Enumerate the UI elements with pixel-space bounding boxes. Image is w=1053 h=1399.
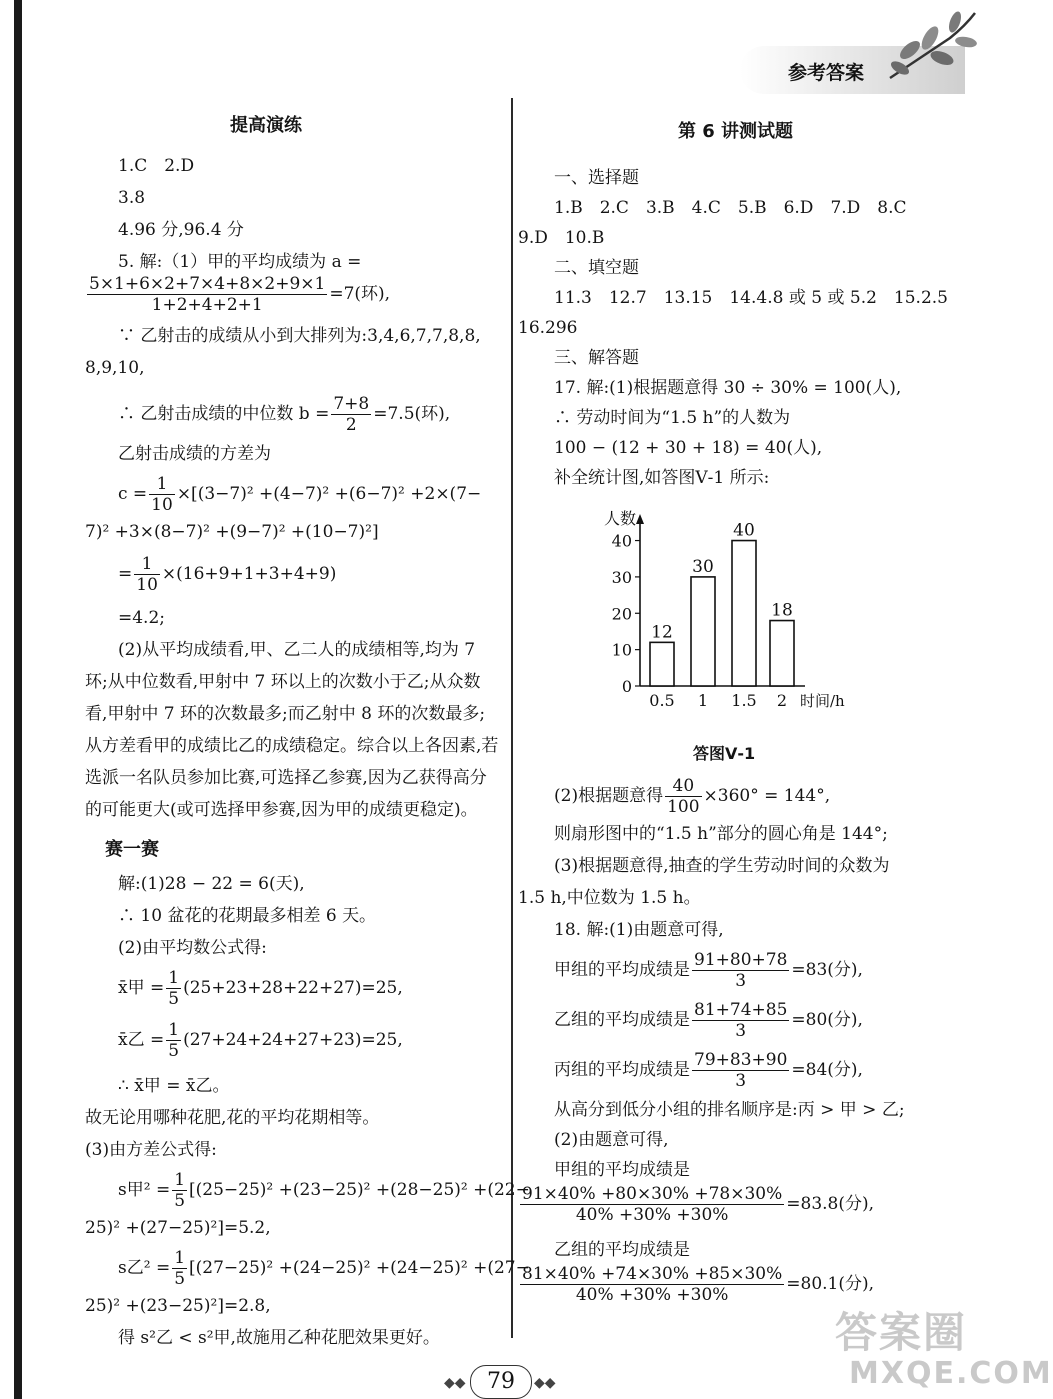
answer-line: 4.96 分,96.4 分 (118, 220, 244, 240)
chart-caption: 答图Ⅴ-1 (693, 744, 756, 763)
fraction: $\frac{40}{100}$ (667, 776, 700, 817)
section-title: 第 6 讲测试题 (678, 121, 794, 142)
paragraph-line: 的可能更大(或可选择甲参赛,因为甲的成绩更稳定)。 (85, 800, 478, 820)
paragraph-line: 环;从中位数看,甲射中 7 环以上的次数小于乙;从众数 (85, 672, 481, 692)
bar-value-label: 40 (733, 520, 755, 541)
answer-line: 1.5 h,中位数为 1.5 h。 (518, 888, 701, 908)
answer-line: 从高分到低分小组的排名顺序是:丙 > 甲 > 乙; (554, 1100, 905, 1120)
fraction: $\frac{91+80+78}{3}$ (694, 950, 788, 991)
page-binding-edge (14, 0, 22, 1399)
answer-line: (3)根据题意得,抽查的学生劳动时间的众数为 (554, 856, 890, 876)
fraction: $\frac{81\times 40\% +74\times 30\% +85\times 30\%}{40\% +30\% +30\%}$ (522, 1264, 783, 1305)
formula-line: s甲² = $\frac{1}{5}$ [(25−25)² +(23−25)² +(28−25)² +(22− (118, 1170, 530, 1211)
bar (691, 577, 715, 686)
answer-line: 25)² +(27−25)²]=5.2, (85, 1218, 271, 1238)
answer-line: 则扇形图中的“1.5 h”部分的圆心角是 144°; (554, 824, 888, 844)
y-axis-label: 人数 (604, 509, 637, 528)
x-tick-label: 1.5 (731, 691, 757, 710)
column-divider (511, 98, 513, 1338)
bar (732, 541, 756, 686)
bar-value-label: 30 (692, 556, 714, 577)
answer-line: =4.2; (118, 608, 166, 628)
answer-line: 5. 解:（1）甲的平均成绩为 a = (118, 252, 362, 272)
fraction: $\frac{1}{10}$ (136, 554, 158, 595)
fraction: $\frac{1}{5}$ (168, 968, 180, 1009)
x-tick-label: 2 (776, 691, 788, 710)
formula-line: $\frac{5\times 1+6\times 2+7\times 4+8\times 2+9\times 1}{1+2+4+2+1}$ =7(环), (89, 274, 391, 315)
y-tick-label: 30 (611, 567, 632, 587)
answer-line: 乙组的平均成绩是 (554, 1240, 690, 1260)
bar (650, 642, 674, 686)
answer-line: 18. 解:(1)由题意可得, (554, 920, 724, 940)
bar-value-label: 18 (771, 600, 793, 621)
x-tick-label: 1 (697, 691, 709, 710)
answer-line: 3.8 (118, 188, 146, 208)
answer-line: ∴ 10 盆花的花期最多相差 6 天。 (118, 906, 377, 926)
formula-line: $\frac{91\times 40\% +80\times 30\% +78\times 30\%}{40\% +30\% +30\%}$ =83.8(分), (522, 1184, 875, 1225)
formula-line: x̄乙 = $\frac{1}{5}$ (27+24+24+27+23)=25, (118, 1020, 403, 1061)
fraction: $\frac{5\times 1+6\times 2+7\times 4+8\times 2+9\times 1}{1+2+4+2+1}$ (89, 274, 326, 315)
formula-line: 丙组的平均成绩是 $\frac{79+83+90}{3}$ =84(分), (554, 1050, 863, 1091)
section-heading: 一、选择题 (554, 168, 639, 188)
formula-line: = $\frac{1}{10}$ ×(16+9+1+3+4+9) (118, 554, 337, 595)
paragraph-line: (2)从平均成绩看,甲、乙二人的成绩相等,均为 7 (118, 640, 476, 660)
answer-line: (3)由方差公式得: (85, 1140, 217, 1160)
watermark-url: MXQE.COM (849, 1356, 1053, 1391)
fraction: $\frac{1}{5}$ (174, 1248, 186, 1289)
ornament-left-icon: ◆◆ (444, 1375, 466, 1391)
answer-line: ∴ 劳动时间为“1.5 h”的人数为 (554, 408, 791, 428)
x-tick-label: 0.5 (649, 691, 675, 710)
answer-line: 解:(1)28 − 22 = 6(天), (118, 874, 305, 894)
formula-line: 乙组的平均成绩是 $\frac{81+74+85}{3}$ =80(分), (554, 1000, 863, 1041)
answer-line: 16.296 (518, 318, 578, 338)
y-tick-label: 10 (611, 640, 632, 660)
fraction: $\frac{79+83+90}{3}$ (694, 1050, 788, 1091)
header-label: 参考答案 (788, 62, 865, 84)
answer-line: 9.D 10.B (518, 228, 605, 248)
answer-line: 甲组的平均成绩是 (554, 1160, 690, 1180)
section-heading: 二、填空题 (554, 258, 639, 278)
formula-line: 甲组的平均成绩是 $\frac{91+80+78}{3}$ =83(分), (554, 950, 863, 991)
ornament-right-icon: ◆◆ (534, 1375, 556, 1391)
heading-improve: 提高演练 (230, 115, 302, 136)
page-number-badge (440, 1365, 560, 1399)
heading-contest: 赛一赛 (105, 839, 159, 860)
answer-line: 100 − (12 + 30 + 18) = 40(人), (554, 438, 823, 458)
paragraph-line: 选派一名队员参加比赛,可选择乙参赛,因为乙获得高分 (85, 768, 487, 788)
answer-line: 17. 解:(1)根据题意得 30 ÷ 30% = 100(人), (554, 378, 902, 398)
answer-line: 乙射击成绩的方差为 (118, 444, 271, 464)
answer-line: 1.C 2.D (118, 156, 195, 176)
answer-line: 得 s²乙 < s²甲,故施用乙种花肥效果更好。 (118, 1328, 440, 1348)
answer-line: 8,9,10, (85, 358, 145, 378)
answer-line: 25)² +(23−25)²]=2.8, (85, 1296, 271, 1316)
fraction: $\frac{81+74+85}{3}$ (694, 1000, 788, 1041)
answer-line: (2)由平均数公式得: (118, 938, 267, 958)
fraction: $\frac{1}{5}$ (168, 1020, 180, 1061)
paragraph-line: 从方差看甲的成绩比乙的成绩稳定。综合以上各因素,若 (85, 736, 499, 756)
y-tick-label: 20 (611, 604, 632, 624)
answer-line: 11.3 12.7 13.15 14.4.8 或 5 或 5.2 15.2.5 (554, 288, 948, 308)
answer-line: ∴ x̄甲 = x̄乙。 (118, 1076, 230, 1096)
fraction: $\frac{1}{5}$ (174, 1170, 186, 1211)
fraction: $\frac{91\times 40\% +80\times 30\% +78\times 30\%}{40\% +30\% +30\%}$ (522, 1184, 783, 1225)
formula-line: x̄甲 = $\frac{1}{5}$ (25+23+28+22+27)=25, (118, 968, 403, 1009)
fraction: $\frac{7+8}{2}$ (333, 394, 370, 435)
bar-value-label: 12 (651, 622, 673, 643)
answer-line: (2)由题意可得, (554, 1130, 669, 1150)
watermark-logo-text: 答案圈 (835, 1308, 968, 1357)
bar (770, 621, 794, 686)
answer-line: ∵ 乙射击的成绩从小到大排列为:3,4,6,7,7,8,8, (118, 326, 481, 346)
y-tick-label: 0 (621, 677, 632, 696)
answer-line: 7)² +3×(8−7)² +(9−7)² +(10−7)²] (85, 522, 379, 542)
leaf-branch-icon (880, 8, 980, 88)
y-axis-arrow-icon (636, 514, 644, 524)
answer-line: 补全统计图,如答图Ⅴ-1 所示: (554, 468, 770, 488)
section-heading: 三、解答题 (554, 348, 639, 368)
formula-line: c = $\frac{1}{10}$ ×[(3−7)² +(4−7)² +(6−7)² +2×(7− (118, 474, 482, 515)
formula-line: $\frac{81\times 40\% +74\times 30\% +85\times 30\%}{40\% +30\% +30\%}$ =80.1(分), (522, 1264, 875, 1305)
x-axis-label: 时间/h (800, 692, 845, 710)
fraction: $\frac{1}{10}$ (151, 474, 173, 515)
bar-chart (570, 500, 870, 740)
formula-line: s乙² = $\frac{1}{5}$ [(27−25)² +(24−25)² +(24−25)² +(27− (118, 1248, 530, 1289)
paragraph-line: 看,甲射中 7 环的次数最多;而乙射中 8 环的次数最多; (85, 704, 486, 724)
formula-line: (2)根据题意得 $\frac{40}{100}$ ×360° = 144°, (554, 776, 831, 817)
answer-line: 故无论用哪种花肥,花的平均花期相等。 (85, 1108, 380, 1128)
watermark (835, 1300, 1053, 1396)
formula-line: ∴ 乙射击成绩的中位数 b = $\frac{7+8}{2}$ =7.5(环), (118, 394, 451, 435)
answer-line: 1.B 2.C 3.B 4.C 5.B 6.D 7.D 8.C (554, 198, 907, 218)
page-number: 79 (470, 1365, 532, 1399)
y-tick-label: 40 (611, 531, 632, 551)
